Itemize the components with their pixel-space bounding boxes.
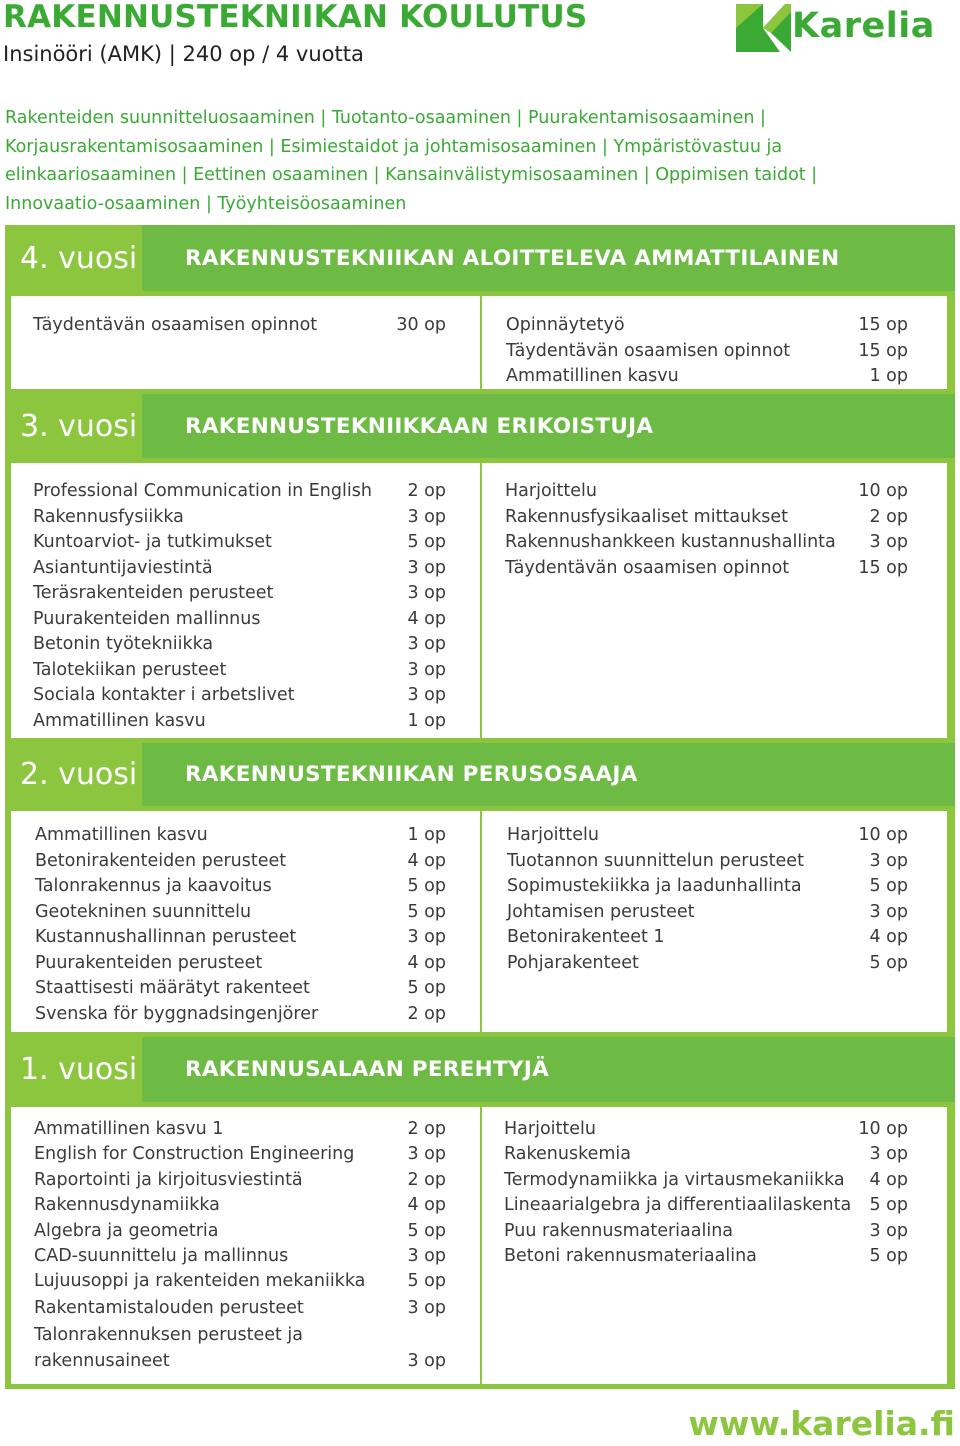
course-credits: 2 op: [407, 1169, 446, 1190]
course-credits: 4 op: [869, 927, 908, 947]
course-row: [33, 313, 446, 339]
course-row: [504, 1142, 908, 1168]
course-credits: 1 op: [869, 366, 908, 386]
course-row: [34, 1219, 446, 1245]
course-credits: 3 op: [407, 1144, 446, 1165]
course-credits: 3 op: [869, 1144, 908, 1165]
course-row: [33, 658, 446, 684]
course-name: Harjoittelu: [507, 825, 599, 845]
column-divider: [480, 296, 482, 389]
course-row: [34, 1168, 446, 1194]
course-name: Svenska för byggnadsingenjörer: [35, 1003, 319, 1024]
course-row: [507, 925, 908, 951]
course-row: [507, 823, 908, 849]
course-credits: 4 op: [407, 1195, 446, 1216]
course-row: [505, 556, 908, 582]
year-1-panel-inner: [11, 1107, 947, 1384]
course-credits: 10 op: [858, 825, 908, 845]
course-name: Ammatillinen kasvu: [506, 366, 679, 386]
course-credits: 4 op: [407, 608, 446, 629]
course-name: Tuotannon suunnittelun perusteet: [507, 850, 804, 871]
course-row: [35, 951, 446, 977]
year-1-label: 1. vuosi: [5, 1037, 142, 1102]
course-name: Raportointi ja kirjoitusviestintä: [34, 1169, 303, 1190]
course-row: [35, 900, 446, 926]
course-name: Pohjarakenteet: [507, 952, 639, 973]
course-name: Geotekninen suunnittelu: [35, 901, 252, 922]
course-credits: 5 op: [869, 1246, 908, 1266]
course-credits: 5 op: [407, 901, 446, 922]
course-name: Täydentävän osaamisen opinnot: [506, 340, 791, 361]
course-name: Asiantuntijaviestintä: [33, 557, 213, 578]
year-4-header: [5, 225, 955, 291]
year-4-label: 4. vuosi: [5, 225, 142, 291]
course-row: [33, 632, 446, 658]
course-name: Rakennushankkeen kustannushallinta: [505, 532, 836, 552]
course-row: [34, 1323, 446, 1349]
course-name: Talonrakennus ja kaavoitus: [35, 876, 272, 896]
course-credits: 5 op: [869, 952, 908, 973]
course-row: [505, 530, 908, 556]
competences-line: Rakenteiden suunnitteluosaaminen | Tuotanto-osaaminen | Puurakentamisosaaminen |: [5, 108, 766, 128]
course-name: Harjoittelu: [505, 481, 597, 501]
course-row: [504, 1117, 908, 1143]
course-name: Sociala kontakter i arbetslivet: [33, 685, 295, 705]
course-credits: 5 op: [869, 876, 908, 896]
course-credits: 3 op: [407, 1246, 446, 1266]
course-row: [35, 823, 446, 849]
year-2-header: [5, 743, 955, 806]
course-row: [504, 1168, 908, 1194]
course-row: [34, 1296, 446, 1322]
course-row: [34, 1193, 446, 1219]
course-credits: 3 op: [407, 634, 446, 654]
course-credits: 3 op: [869, 901, 908, 922]
course-credits: 3 op: [407, 1351, 446, 1372]
course-row: [506, 313, 908, 339]
competences-line: Korjausrakentamisosaaminen | Esimiestaidot ja johtamisosaaminen | Ympäristövastuu ja: [5, 136, 783, 157]
course-name: Rakennusdynamiikka: [34, 1195, 220, 1216]
course-row: [34, 1117, 446, 1143]
course-credits: 5 op: [869, 1195, 908, 1216]
column-divider: [480, 1107, 482, 1384]
course-credits: 5 op: [407, 876, 446, 896]
course-row: [33, 709, 446, 735]
course-row: [35, 925, 446, 951]
course-row: [506, 364, 908, 390]
course-name: Talotekiikan perusteet: [33, 659, 227, 680]
course-name: Rakenuskemia: [504, 1144, 631, 1165]
course-row: [33, 530, 446, 556]
course-name: Betoni rakennusmateriaalina: [504, 1246, 757, 1266]
course-credits: 4 op: [407, 850, 446, 871]
course-credits: 3 op: [407, 583, 446, 603]
course-row: [35, 849, 446, 875]
course-row: [505, 505, 908, 531]
course-credits: 5 op: [407, 532, 446, 552]
course-name: Kustannushallinnan perusteet: [35, 927, 297, 947]
course-row: [507, 900, 908, 926]
course-row: [34, 1142, 446, 1168]
year-3-title: RAKENNUSTEKNIIKKAAN ERIKOISTUJA: [142, 394, 955, 458]
year-3-panel-inner: [11, 463, 947, 738]
course-row: [33, 556, 446, 582]
year-4-panel-inner: [11, 296, 947, 389]
course-row: [504, 1219, 908, 1245]
course-credits: 4 op: [407, 952, 446, 973]
course-credits: 2 op: [407, 1003, 446, 1024]
logo-text: Karelia: [792, 6, 935, 46]
competences-line: elinkaariosaaminen | Eettinen osaaminen | Kansainvälistymisosaaminen | Oppimisen taidot |: [5, 165, 818, 185]
course-credits: 2 op: [407, 1119, 446, 1139]
course-name: Puurakenteiden mallinnus: [33, 608, 261, 629]
course-credits: 10 op: [858, 1119, 908, 1139]
course-name: Betonirakenteiden perusteet: [35, 850, 287, 871]
course-name: Lujuusoppi ja rakenteiden mekaniikka: [34, 1271, 366, 1292]
course-name: Termodynamiikka ja virtausmekaniikka: [504, 1169, 845, 1190]
course-row: [507, 951, 908, 977]
course-credits: 2 op: [407, 481, 446, 501]
course-row: [33, 505, 446, 531]
course-credits: 3 op: [407, 506, 446, 527]
course-name: Opinnäytetyö: [506, 315, 625, 335]
year-1-header: [5, 1037, 955, 1102]
course-credits: 3 op: [407, 685, 446, 705]
course-name: CAD-suunnittelu ja mallinnus: [34, 1246, 289, 1266]
course-name: Johtamisen perusteet: [507, 901, 695, 922]
course-name: rakennusaineet: [34, 1351, 170, 1372]
course-credits: 3 op: [869, 532, 908, 552]
course-credits: 10 op: [858, 481, 908, 501]
course-name: Rakennusfysiikka: [33, 506, 184, 527]
course-row: [34, 1269, 446, 1295]
course-name: Täydentävän osaamisen opinnot: [33, 315, 318, 335]
year-4-panel: [5, 291, 955, 394]
course-row: [33, 607, 446, 633]
course-name: Ammatillinen kasvu 1: [34, 1119, 224, 1139]
course-credits: 1 op: [407, 825, 446, 845]
course-name: Ammatillinen kasvu: [33, 710, 206, 731]
course-name: Harjoittelu: [504, 1119, 596, 1139]
course-credits: 3 op: [407, 927, 446, 947]
course-credits: 30 op: [396, 315, 446, 335]
course-credits: 3 op: [869, 1220, 908, 1241]
competences-line: Innovaatio-osaaminen | Työyhteisöosaaminen: [5, 193, 407, 214]
course-name: Rakentamistalouden perusteet: [34, 1298, 304, 1318]
course-row: [33, 479, 446, 505]
course-name: English for Construction Engineering: [34, 1144, 355, 1165]
course-row: [33, 581, 446, 607]
year-3-label: 3. vuosi: [5, 394, 142, 458]
column-divider: [480, 463, 482, 738]
year-2-panel-inner: [11, 811, 947, 1032]
year-2-title: RAKENNUSTEKNIIKAN PERUSOSAAJA: [142, 743, 955, 806]
year-2-label: 2. vuosi: [5, 743, 142, 806]
course-name: Talonrakennuksen perusteet ja: [34, 1324, 304, 1345]
course-row: [507, 849, 908, 875]
course-credits: 3 op: [407, 1298, 446, 1318]
course-credits: 4 op: [869, 1169, 908, 1190]
course-name: Puurakenteiden perusteet: [35, 952, 263, 973]
course-name: Sopimustekiikka ja laadunhallinta: [507, 876, 802, 896]
course-name: Puu rakennusmateriaalina: [504, 1220, 734, 1241]
course-credits: 3 op: [407, 557, 446, 578]
course-credits: 15 op: [858, 315, 908, 335]
year-3-panel: [5, 458, 955, 743]
course-row: [504, 1193, 908, 1219]
year-4-title: RAKENNUSTEKNIIKAN ALOITTELEVA AMMATTILAINEN: [142, 225, 955, 291]
course-row: [507, 874, 908, 900]
course-credits: 5 op: [407, 1271, 446, 1292]
course-row: [506, 339, 908, 365]
course-row: [35, 874, 446, 900]
course-credits: 5 op: [407, 1220, 446, 1241]
course-credits: 3 op: [869, 850, 908, 871]
course-row: [34, 1244, 446, 1270]
course-credits: 15 op: [858, 557, 908, 578]
course-credits: 5 op: [407, 978, 446, 998]
year-1-title: RAKENNUSALAAN PEREHTYJÄ: [142, 1037, 955, 1102]
course-credits: 2 op: [869, 506, 908, 527]
course-name: Rakennusfysikaaliset mittaukset: [505, 506, 788, 527]
course-name: Betonin työtekniikka: [33, 634, 214, 654]
competences-list: [5, 104, 855, 218]
course-name: Ammatillinen kasvu: [35, 825, 208, 845]
year-2-panel: [5, 806, 955, 1037]
course-name: Kuntoarviot- ja tutkimukset: [33, 532, 272, 552]
course-name: Betonirakenteet 1: [507, 927, 665, 947]
course-row: [505, 479, 908, 505]
course-name: Algebra ja geometria: [34, 1220, 219, 1241]
year-3-header: [5, 394, 955, 458]
course-row: [35, 1002, 446, 1028]
course-name: Täydentävän osaamisen opinnot: [505, 557, 790, 578]
course-row: [34, 1349, 446, 1375]
year-1-panel: [5, 1102, 955, 1389]
course-name: Lineaarialgebra ja differentiaalilaskenta: [504, 1195, 852, 1216]
course-row: [35, 976, 446, 1002]
column-divider: [480, 811, 482, 1032]
website-link[interactable]: www.karelia.fi: [688, 1404, 955, 1443]
course-name: Teräsrakenteiden perusteet: [33, 583, 274, 603]
course-credits: 3 op: [407, 659, 446, 680]
page-title: RAKENNUSTEKNIIKAN KOULUTUS: [3, 0, 588, 35]
page-subtitle: Insinööri (AMK) | 240 op / 4 vuotta: [3, 42, 364, 66]
course-credits: 15 op: [858, 340, 908, 361]
course-row: [33, 683, 446, 709]
course-name: Staattisesti määrätyt rakenteet: [35, 978, 310, 998]
course-credits: 1 op: [407, 710, 446, 731]
course-name: Professional Communication in English: [33, 481, 372, 501]
course-row: [504, 1244, 908, 1270]
